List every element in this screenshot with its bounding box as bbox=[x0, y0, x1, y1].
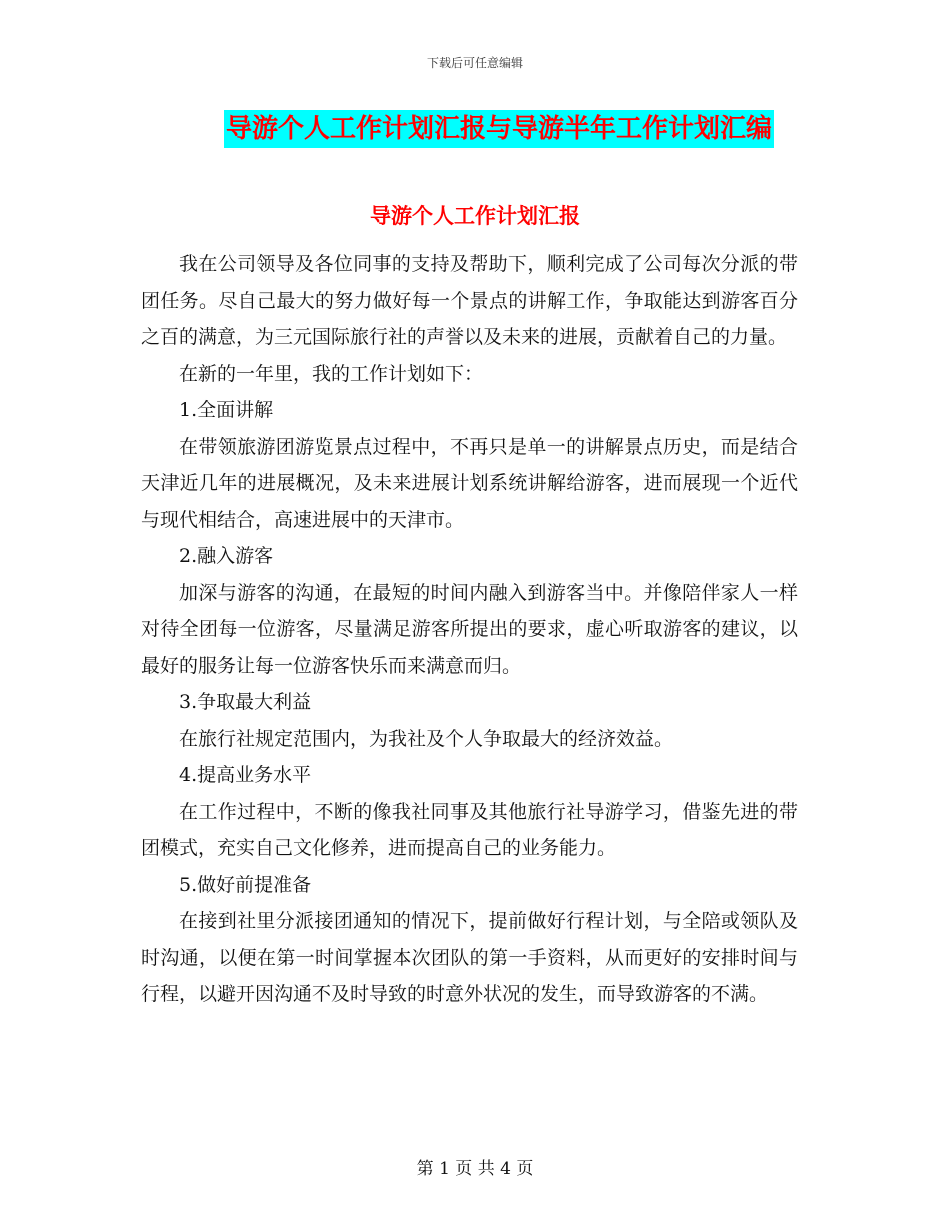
paragraph-plan-intro: 在新的一年里，我的工作计划如下： bbox=[179, 362, 484, 385]
item-text-5: 在接到社里分派接团通知的情况下，提前做好行程计划，与全陪或领队及时沟通，以便在第一时间掌握本次团队的第一手资料，从而更好的安排时间与行程，以避开因沟通不及时导致的时意外状况的发生，而导致游客的不满。 bbox=[141, 910, 798, 1005]
item-text-3: 在旅行社规定范围内，为我社及个人争取最大的经济效益。 bbox=[179, 727, 674, 750]
header-note: 下载后可任意编辑 bbox=[426, 56, 523, 70]
section-title: 导游个人工作计划汇报 bbox=[370, 204, 580, 228]
item-heading-1: 1.全面讲解 bbox=[179, 399, 274, 421]
document-title-container bbox=[0, 110, 950, 148]
item-text-2: 加深与游客的沟通，在最短的时间内融入到游客当中。并像陪伴家人一样对待全团每一位游客，尽量满足游客所提出的要求，虚心听取游客的建议，以最好的服务让每一位游客快乐而来满意而归。 bbox=[141, 581, 798, 677]
item-heading-4: 4.提高业务水平 bbox=[179, 764, 312, 786]
document-title: 导游个人工作计划汇报与导游半年工作计划汇编 bbox=[224, 110, 774, 148]
document-body bbox=[141, 246, 798, 1013]
item-text-4: 在工作过程中，不断的像我社同事及其他旅行社导游学习，借鉴先进的带团模式，充实自己文化修养，进而提高自己的业务能力。 bbox=[141, 800, 798, 859]
item-text-1: 在带领旅游团游览景点过程中，不再只是单一的讲解景点历史，而是结合天津近几年的进展概况，及未来进展计划系统讲解给游客，进而展现一个近代与现代相结合，高速进展中的天津市。 bbox=[141, 435, 798, 531]
item-heading-3: 3.争取最大利益 bbox=[179, 691, 312, 713]
page-number: 第 1 页 共 4 页 bbox=[416, 1159, 534, 1179]
paragraph-intro: 我在公司领导及各位同事的支持及帮助下，顺利完成了公司每次分派的带团任务。尽自己最大的努力做好每一个景点的讲解工作，争取能达到游客百分之百的满意，为三元国际旅行社的声誉以及未来的进展，贡献着自己的力量。 bbox=[141, 253, 798, 348]
item-heading-5: 5.做好前提准备 bbox=[179, 873, 312, 896]
item-heading-2: 2.融入游客 bbox=[179, 545, 274, 567]
